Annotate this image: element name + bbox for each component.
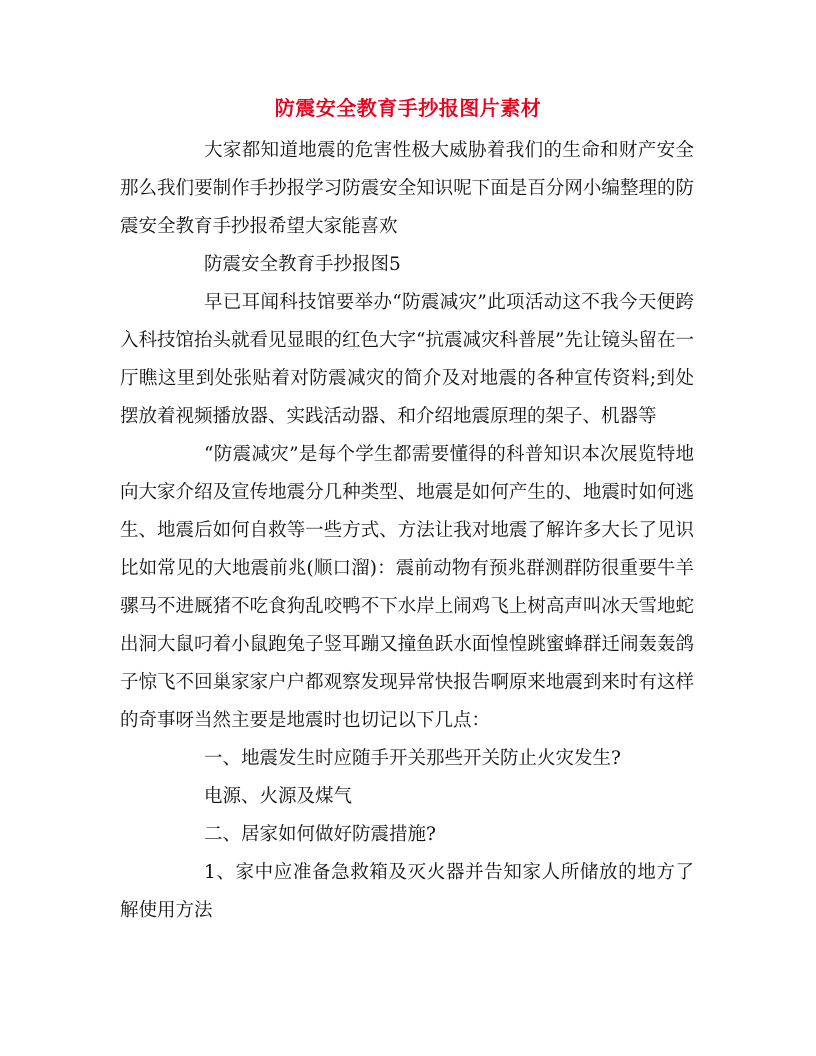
paragraph-knowledge: “防震减灾”是每个学生都需要懂得的科普知识本次展览特地向大家介绍及宣传地震分几种类型、地震是如何产生的、地震时如何逃生、地震后如何自救等一些方式、方法让我对地震了解许多大长了见识比如常见的大地震前兆(顺口溜)：震前动物有预兆群测群防很重要牛羊骡马不进厩猪不吃食狗乱咬鸭不下水岸上闹鸡飞上树高声叫冰天雪地蛇出洞大鼠叼着小鼠跑兔子竖耳蹦又撞鱼跃水面惶惶跳蜜蜂群迁闹轰轰鸽子惊飞不回巢家家户户都观察发现异常快报告啊原来地震到来时有这样的奇事呀当然主要是地震时也切记以下几点： <box>120 444 694 731</box>
document-body <box>120 132 694 930</box>
paragraph-question-one: 一、地震发生时应随手开关那些开关防止火灾发生? <box>204 748 621 769</box>
paragraph-intro: 大家都知道地震的危害性极大威胁着我们的生命和财产安全那么我们要制作手抄报学习防震安全知识呢下面是百分网小编整理的防震安全教育手抄报希望大家能喜欢 <box>120 140 694 237</box>
page-title: 防震安全教育手抄报图片素材 <box>274 96 542 120</box>
paragraph-answer-two: 1、家中应准备急救箱及灭火器并告知家人所储放的地方了解使用方法 <box>120 862 694 921</box>
paragraph-subheading: 防震安全教育手抄报图5 <box>204 254 401 275</box>
paragraph-question-two: 二、居家如何做好防震措施? <box>204 824 436 845</box>
paragraph-answer-one: 电源、火源及煤气 <box>204 786 353 807</box>
paragraph-exhibition: 早已耳闻科技馆要举办“防震减灾”此项活动这不我今天便跨入科技馆抬头就看见显眼的红色大字“抗震减灾科普展”先让镜头留在一厅瞧这里到处张贴着对防震减灾的简介及对地震的各种宣传资料;到处摆放着视频播放器、实践活动器、和介绍地震原理的架子、机器等 <box>120 292 694 427</box>
